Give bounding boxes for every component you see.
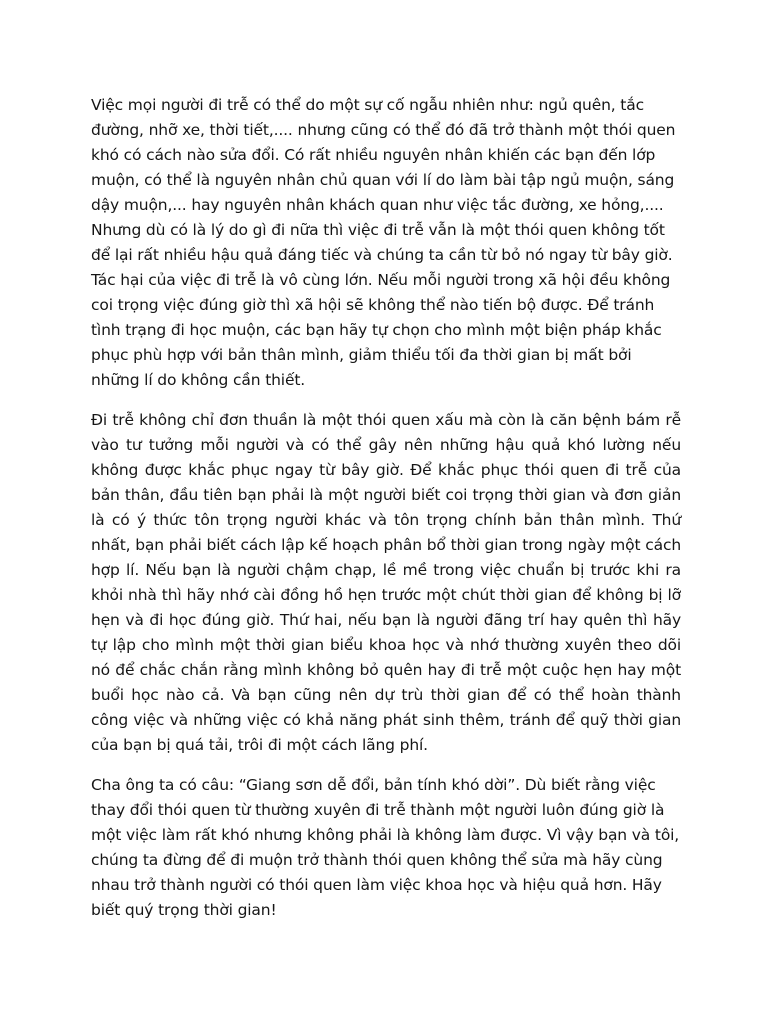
paragraph-intro: Việc mọi người đi trễ có thể do một sự cố ngẫu nhiên như: ngủ quên, tắc đường, nhỡ xe, thời tiết,.... nhưng cũng có thể đó đã trở thành một thói quen khó có cách nào sửa đổi. Có rất nhiều nguyên nhân khiến các bạn đến lớp muộn, có thể là nguyên nhân chủ quan với lí do làm bài tập ngủ muộn, sáng dậy muộn,... hay nguyên nhân khách quan như việc tắc đường, xe hỏng,.... Nhưng dù có là lý do gì đi nữa thì việc đi trễ vẫn là một thói quen không tốt để lại rất nhiều hậu quả đáng tiếc và chúng ta cần từ bỏ nó ngay từ bây giờ. Tác hại của việc đi trễ là vô cùng lớn. Nếu mỗi người trong xã hội đều không coi trọng việc đúng giờ thì xã hội sẽ không thể nào tiến bộ được. Để tránh tình trạng đi học muộn, các bạn hãy tự chọn cho mình một biện pháp khắc phục phù hợp với bản thân mình, giảm thiểu tối đa thời gian bị mất bởi những lí do không cần thiết. bbox=[91, 96, 676, 389]
document-body bbox=[91, 93, 681, 938]
paragraph-solutions: Đi trễ không chỉ đơn thuần là một thói quen xấu mà còn là căn bệnh bám rễ vào tư tưởng mỗi người và có thể gây nên những hậu quả khó lường nếu không được khắc phục ngay từ bây giờ. Để khắc phục thói quen đi trễ của bản thân, đầu tiên bạn phải là một người biết coi trọng thời gian và đơn giản là có ý thức tôn trọng người khác và tôn trọng chính bản thân mình. Thứ nhất, bạn phải biết cách lập kế hoạch phân bổ thời gian trong ngày một cách hợp lí. Nếu bạn là người chậm chạp, lề mề trong việc chuẩn bị trước khi ra khỏi nhà thì hãy nhớ cài đồng hồ hẹn trước một chút thời gian để không bị lỡ hẹn và đi học đúng giờ. Thứ hai, nếu bạn là người đãng trí hay quên thì hãy tự lập cho mình một thời gian biểu khoa học và nhớ thường xuyên theo dõi nó để chắc chắn rằng mình không bỏ quên hay đi trễ một cuộc hẹn hay một buổi học nào cả. Và bạn cũng nên dự trù thời gian để có thể hoàn thành công việc và những việc có khả năng phát sinh thêm, tránh để quỹ thời gian của bạn bị quá tải, trôi đi một cách lãng phí. bbox=[91, 411, 681, 754]
paragraph-conclusion: Cha ông ta có câu: “Giang sơn dễ đổi, bản tính khó dời”. Dù biết rằng việc thay đổi thói quen từ thường xuyên đi trễ thành một người luôn đúng giờ là một việc làm rất khó nhưng không phải là không làm được. Vì vậy bạn và tôi, chúng ta đừng để đi muộn trở thành thói quen không thể sửa mà hãy cùng nhau trở thành người có thói quen làm việc khoa học và hiệu quả hơn. Hãy biết quý trọng thời gian! bbox=[91, 776, 680, 919]
